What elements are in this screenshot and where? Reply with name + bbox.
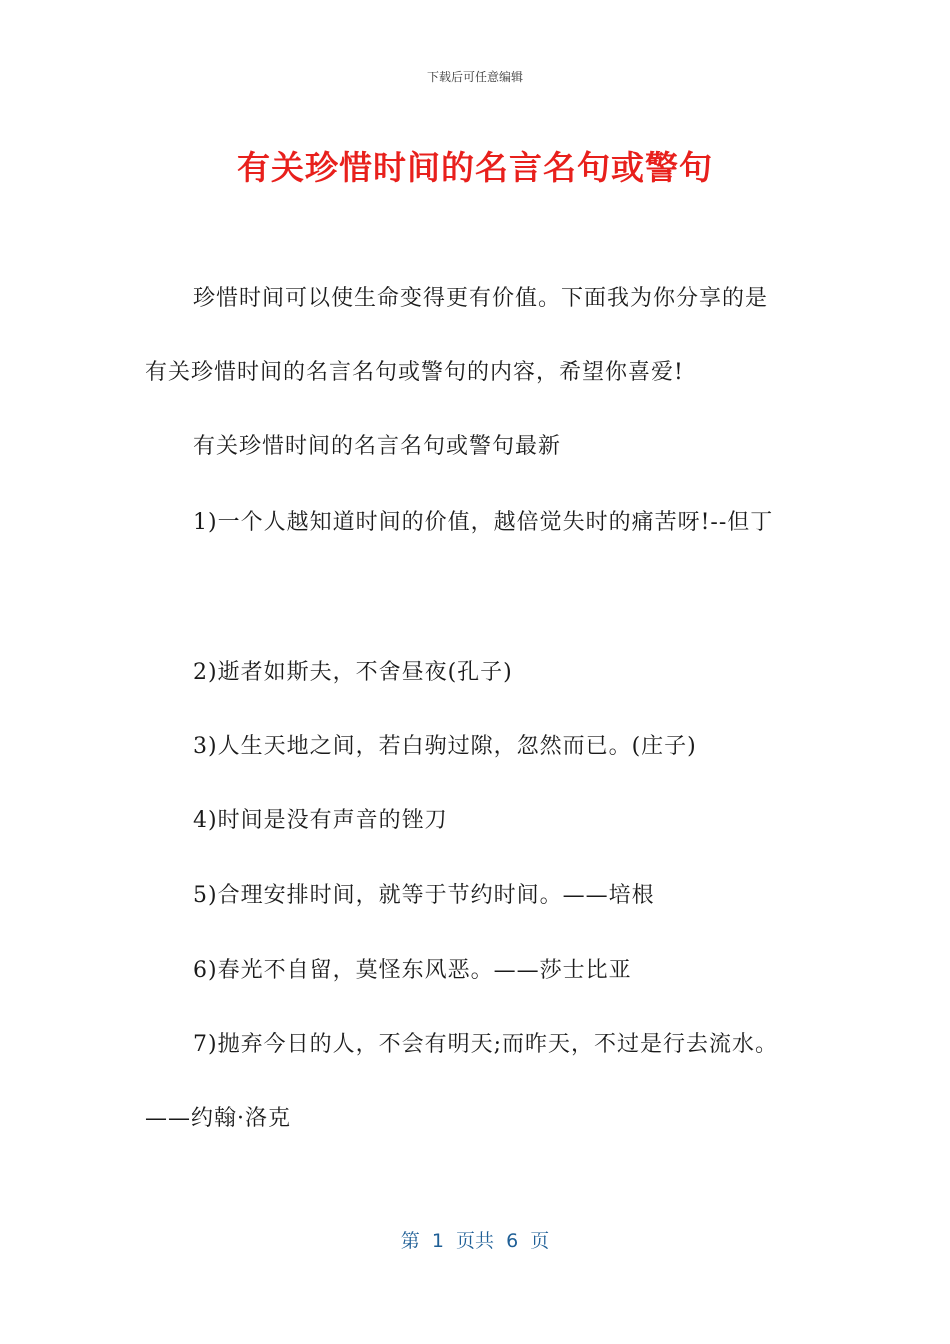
page-number: 第 1 页共 6 页 [400, 1230, 550, 1252]
quote-item: 6)春光不自留，莫怪东风恶。——莎士比亚 [193, 958, 632, 983]
quote-item: 7)抛弃今日的人，不会有明天;而昨天，不过是行去流水。 [193, 1032, 778, 1057]
quote-item: 3)人生天地之间，若白驹过隙，忽然而已。(庄子) [193, 734, 697, 759]
header-note: 下载后可任意编辑 [426, 70, 523, 84]
document-title: 有关珍惜时间的名言名句或警句 [237, 148, 713, 187]
quote-item: 2)逝者如斯夫，不舍昼夜(孔子) [193, 660, 513, 685]
intro-line-2: 有关珍惜时间的名言名句或警句的内容，希望你喜爱! [145, 360, 684, 385]
quote-item: 1)一个人越知道时间的价值，越倍觉失时的痛苦呀!--但丁 [193, 510, 774, 535]
quote-continuation: ——约翰·洛克 [145, 1106, 291, 1131]
intro-line-1: 珍惜时间可以使生命变得更有价值。下面我为你分享的是 [193, 286, 769, 311]
quote-item: 5)合理安排时间，就等于节约时间。——培根 [193, 883, 655, 908]
quote-item: 4)时间是没有声音的锉刀 [193, 808, 448, 833]
section-heading: 有关珍惜时间的名言名句或警句最新 [193, 434, 562, 459]
